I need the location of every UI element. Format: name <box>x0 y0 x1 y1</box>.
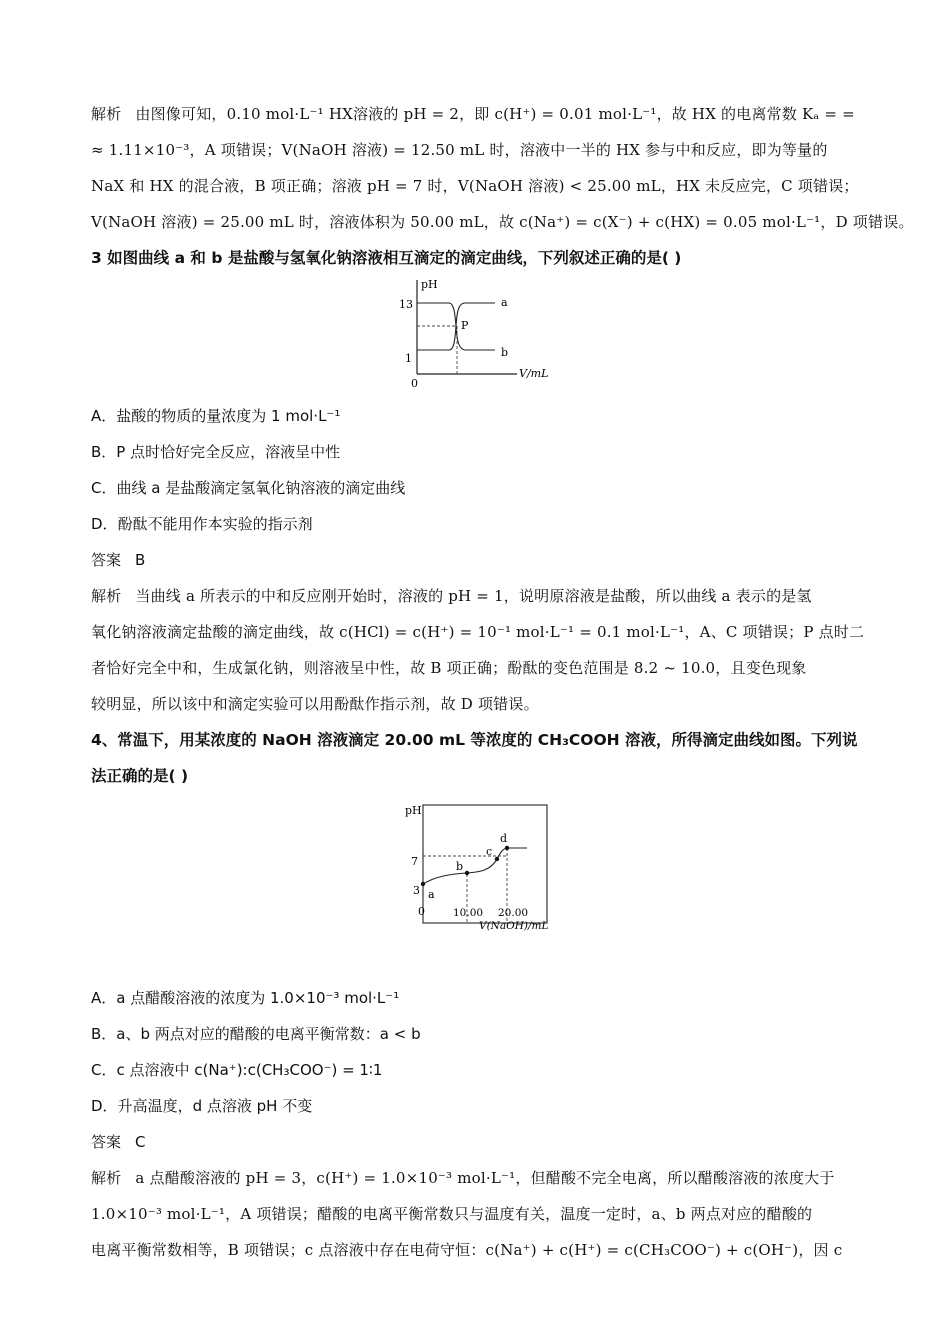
q3-option-a: A．盐酸的物质的量浓度为 1 mol·L⁻¹ <box>91 407 341 425</box>
q4-point-c <box>495 857 499 861</box>
q4-titration-graph <box>91 794 861 980</box>
document-page <box>91 96 914 1268</box>
q4-answer <box>91 1124 861 1160</box>
prev-explanation-line-1: 解析 由图像可知，0.10 mol·L⁻¹ HX溶液的 pH = 2，即 c(H⁺) = 0.01 mol·L⁻¹，故 HX 的电离常数 Kₐ = = <box>91 105 855 123</box>
prev-explanation <box>91 96 914 240</box>
q4-options <box>91 980 861 1124</box>
q3-point-p-label: P <box>461 319 469 332</box>
q4-point-a-label: a <box>428 888 435 901</box>
q4-point-b <box>465 871 469 875</box>
q3-explanation-line-4: 较明显，所以该中和滴定实验可以用酚酞作指示剂，故 D 项错误。 <box>91 695 539 713</box>
q4-point-c-label: c <box>486 845 493 858</box>
answer-label: 答案 <box>91 551 122 569</box>
explanation-label: 解析 <box>91 587 122 605</box>
q4-figure <box>91 794 861 980</box>
q4-stem-line-2: 法正确的是( ) <box>91 767 189 785</box>
q4-point-b-label: b <box>456 860 464 873</box>
q3-titration-graph <box>91 276 861 398</box>
prev-explanation-line-3: NaX 和 HX 的混合液，B 项正确；溶液 pH = 7 时，V(NaOH 溶液) < 25.00 mL，HX 未反应完，C 项错误； <box>91 177 859 195</box>
q3-explanation-line-3: 者恰好完全中和，生成氯化钠，则溶液呈中性，故 B 项正确；酚酞的变色范围是 8.2 ~ 10.0，且变色现象 <box>91 659 807 677</box>
answer-value: C <box>135 1133 146 1151</box>
q3-answer <box>91 542 861 578</box>
q4-ytick-7: 7 <box>411 855 418 868</box>
q4-titration-curve <box>423 848 527 884</box>
prev-explanation-line-4: V(NaOH 溶液) = 25.00 mL 时，溶液体积为 50.00 mL，故 c(Na⁺) = c(X⁻) + c(HX) = 0.05 mol·L⁻¹，D 项错误。 <box>91 213 914 231</box>
q3-explanation-line-1: 解析 当曲线 a 所表示的中和反应刚开始时，溶液的 pH = 1，说明原溶液是盐酸，所以曲线 a 表示的是氢 <box>91 587 812 605</box>
q3-options <box>91 398 861 542</box>
q4-x-label: V(NaOH)/mL <box>479 920 549 932</box>
q4-origin: 0 <box>418 905 425 918</box>
q4-plot-frame <box>423 805 547 923</box>
q3-option-d: D．酚酞不能用作本实验的指示剂 <box>91 515 313 533</box>
explanation-label: 解析 <box>91 105 122 123</box>
q4-explanation <box>91 1160 861 1268</box>
q4-xtick-10: 10.00 <box>453 907 484 919</box>
answer-value: B <box>135 551 146 569</box>
q4-explanation-line-3: 电离平衡常数相等，B 项错误；c 点溶液中存在电荷守恒：c(Na⁺) + c(H⁺) = c(CH₃COO⁻) + c(OH⁻)，因 c <box>91 1241 843 1259</box>
q3-stem: 3 如图曲线 a 和 b 是盐酸与氢氧化钠溶液相互滴定的滴定曲线，下列叙述正确的是( ) <box>91 249 682 267</box>
q3-ytick-13: 13 <box>399 298 413 311</box>
q3-ytick-1: 1 <box>405 352 412 365</box>
q3-curve-a-label: a <box>501 296 508 309</box>
q4-point-a <box>421 882 425 886</box>
answer-label: 答案 <box>91 1133 122 1151</box>
q3-curve-b-label: b <box>501 346 509 359</box>
q4-xtick-20: 20.00 <box>498 907 529 919</box>
q3-explanation-line-2: 氧化钠溶液滴定盐酸的滴定曲线，故 c(HCl) = c(H⁺) = 10⁻¹ mol·L⁻¹ = 0.1 mol·L⁻¹，A、C 项错误；P 点时二 <box>91 623 865 641</box>
q4-point-d-label: d <box>500 832 508 845</box>
q4-y-label: pH <box>405 804 422 817</box>
explanation-label: 解析 <box>91 1169 122 1187</box>
q3-curve-b <box>417 303 495 350</box>
q4-explanation-line-2: 1.0×10⁻³ mol·L⁻¹，A 项错误；醋酸的电离平衡常数只与温度有关，温度一定时，a、b 两点对应的醋酸的 <box>91 1205 813 1223</box>
q3-option-b: B．P 点时恰好完全反应，溶液呈中性 <box>91 443 341 461</box>
q4-option-c: C．c 点溶液中 c(Na⁺):c(CH₃COO⁻) = 1∶1 <box>91 1061 383 1079</box>
q3-origin: 0 <box>411 377 418 390</box>
q3-option-c: C．曲线 a 是盐酸滴定氢氧化钠溶液的滴定曲线 <box>91 479 406 497</box>
prev-explanation-line-2: ≈ 1.11×10⁻³，A 项错误；V(NaOH 溶液) = 12.50 mL 时，溶液中一半的 HX 参与中和反应，即为等量的 <box>91 141 828 159</box>
q3-figure <box>91 276 861 398</box>
q3-x-label: V/mL <box>519 367 549 380</box>
q3-y-label: pH <box>421 278 438 291</box>
q4-option-a: A．a 点醋酸溶液的浓度为 1.0×10⁻³ mol·L⁻¹ <box>91 989 400 1007</box>
q4-explanation-line-1: 解析 a 点醋酸溶液的 pH = 3，c(H⁺) = 1.0×10⁻³ mol·L⁻¹，但醋酸不完全电离，所以醋酸溶液的浓度大于 <box>91 1169 835 1187</box>
q4-option-d: D．升高温度，d 点溶液 pH 不变 <box>91 1097 313 1115</box>
q4-point-d <box>505 846 509 850</box>
q4-ytick-3: 3 <box>413 884 420 897</box>
q4-stem-line-1: 4、常温下，用某浓度的 NaOH 溶液滴定 20.00 mL 等浓度的 CH₃COOH 溶液，所得滴定曲线如图。下列说 <box>91 731 858 749</box>
q4-option-b: B．a、b 两点对应的醋酸的电离平衡常数：a < b <box>91 1025 421 1043</box>
q3-explanation <box>91 578 865 722</box>
